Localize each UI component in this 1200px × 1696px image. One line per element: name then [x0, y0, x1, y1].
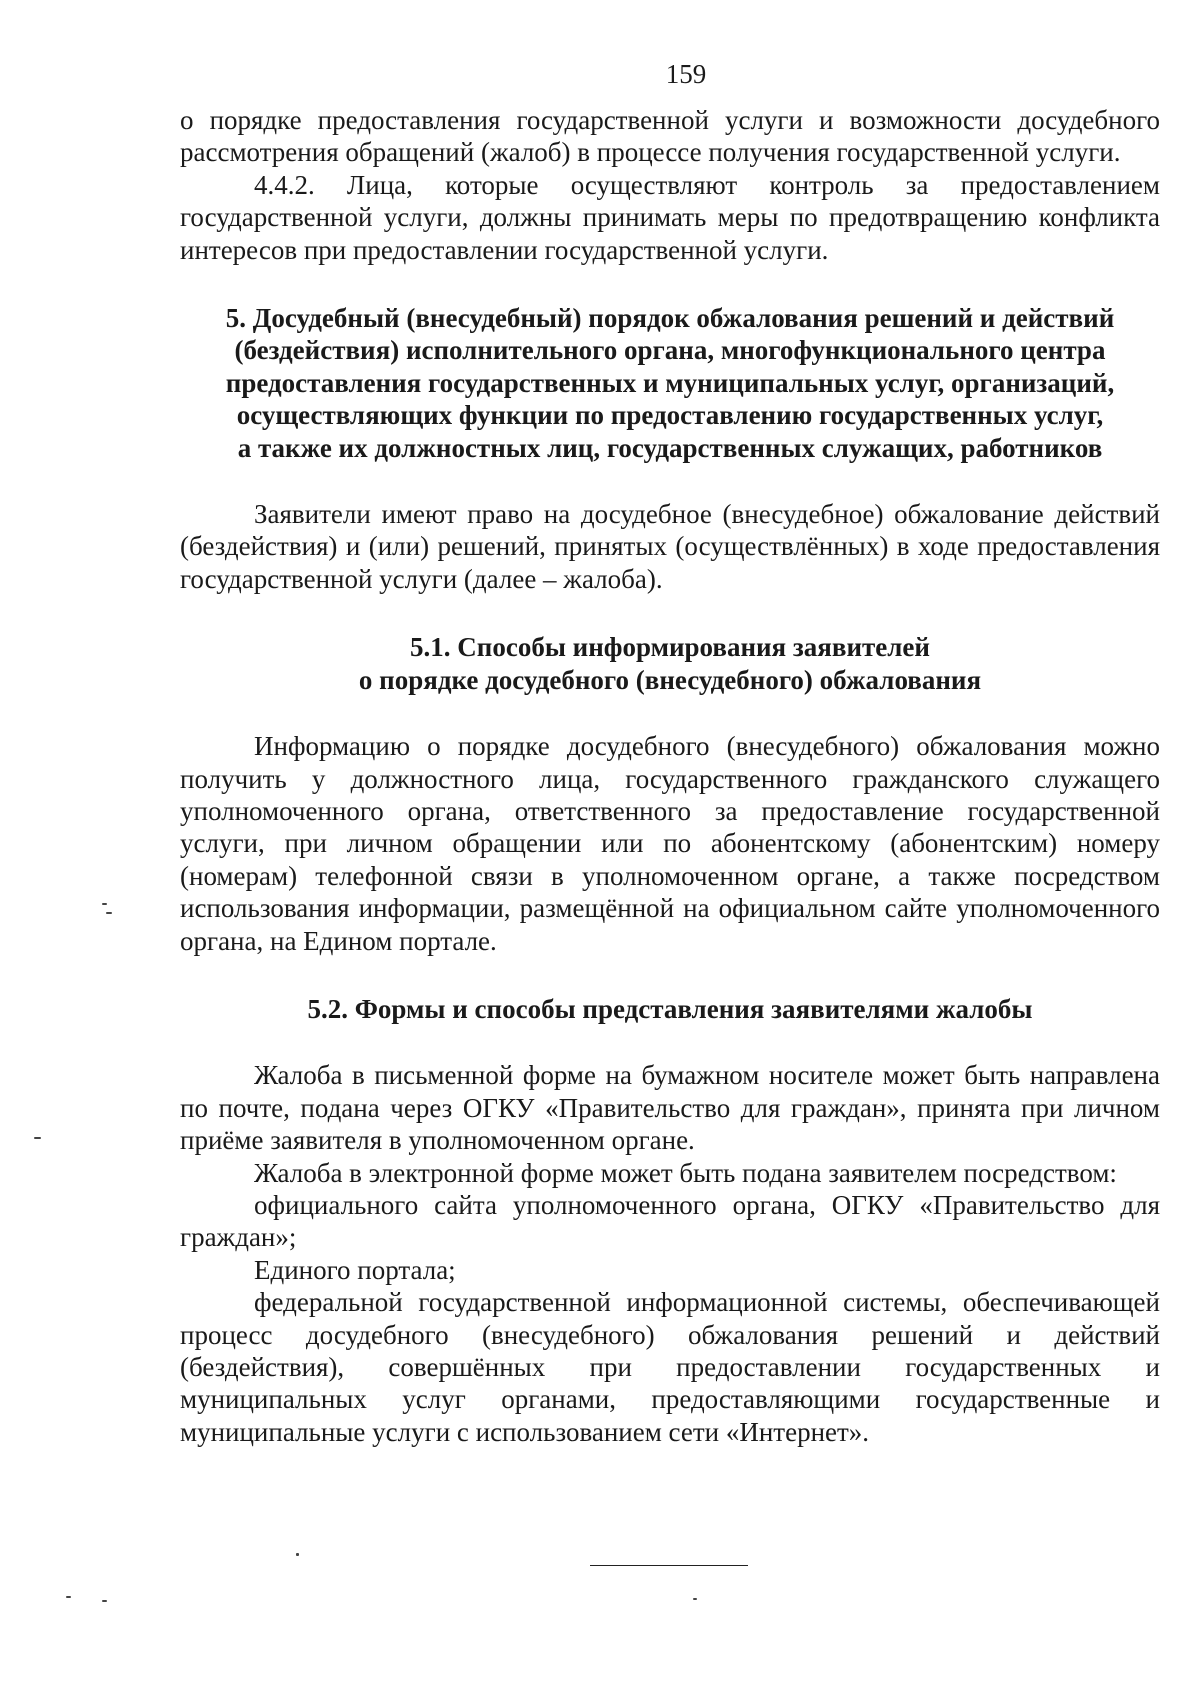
paragraph: Заявители имеют право на досудебное (внесудебное) обжалование действий (бездействия) и (или) решений, принятых (осуществлённых) в ходе предоставления государственной услуги (далее – жалоба).	[180, 499, 1160, 594]
heading-line: а также их должностных лиц, государственных служащих, работников	[237, 432, 1103, 463]
paragraph: Информацию о порядке досудебного (внесудебного) обжалования можно получить у должностного лица, государственного гражданского служащего уполномоченного органа, ответственного за предоставление государственной услуги, при личном обращении или по абонентскому (абонентским) номеру (номерам) телефонной связи в уполномоченном органе, а также посредством использования информации, размещённой на официальном сайте уполномоченного органа, на Едином портале.	[180, 731, 1160, 956]
heading-line: 5. Досудебный (внесудебный) порядок обжалования решений и действий	[225, 303, 1115, 334]
scan-speck	[66, 1596, 71, 1598]
heading-line: 5.1. Способы информирования заявителей	[410, 632, 930, 663]
paragraph: Единого портала;	[254, 1254, 456, 1285]
end-rule	[590, 1565, 748, 1566]
page-number: 159	[665, 59, 707, 89]
page-body	[180, 104, 1160, 1448]
scan-speck	[693, 1598, 697, 1600]
heading-line: (бездействия) исполнительного органа, многофункционального центра	[234, 335, 1106, 366]
scan-speck	[296, 1553, 299, 1556]
section-heading-5-1	[180, 631, 1160, 696]
paragraph: федеральной государственной информационной системы, обеспечивающей процесс досудебного (внесудебного) обжалования решений и действий (бездействия), совершённых при предоставлении государственных и муниципальных услуг органами, предоставляющими государственные и муниципальные услуги с использованием сети «Интернет».	[180, 1287, 1160, 1447]
scan-speck	[34, 1137, 41, 1139]
scan-speck	[106, 912, 112, 914]
paragraph: официального сайта уполномоченного органа, ОГКУ «Правительство для граждан»;	[180, 1189, 1160, 1253]
paragraph: Жалоба в электронной форме может быть подана заявителем посредством:	[254, 1157, 1117, 1188]
heading-line: о порядке досудебного (внесудебного) обжалования	[358, 664, 982, 695]
paragraph: о порядке предоставления государственной услуги и возможности досудебного рассмотрения обращений (жалоб) в процессе получения государственной услуги.	[180, 105, 1160, 168]
heading-line: осуществляющих функции по предоставлению государственных услуг,	[236, 400, 1104, 431]
scan-speck	[102, 1600, 107, 1602]
heading-line: предоставления государственных и муниципальных услуг, организаций,	[225, 367, 1115, 398]
paragraph: 4.4.2. Лица, которые осуществляют контроль за предоставлением государственной услуги, должны принимать меры по предотвращению конфликта интересов при предоставлении государственной услуги.	[180, 169, 1160, 265]
section-heading-5	[180, 302, 1160, 464]
scan-speck	[102, 903, 107, 905]
paragraph: Жалоба в письменной форме на бумажном носителе может быть направлена по почте, подана через ОГКУ «Правительство для граждан», принята при личном приёме заявителя в уполномоченном органе.	[180, 1060, 1160, 1156]
section-heading-5-2: 5.2. Формы и способы представления заявителями жалобы	[307, 993, 1033, 1024]
